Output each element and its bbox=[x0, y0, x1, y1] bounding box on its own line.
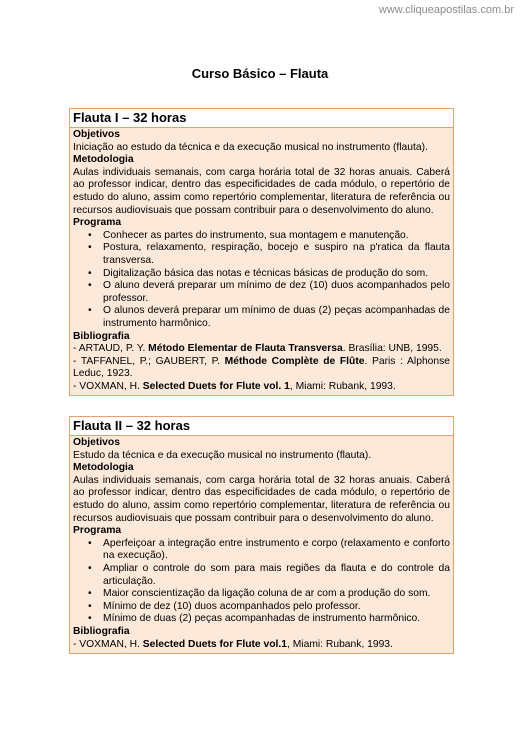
programa-item: • Ampliar o controle do som para mais regiões da flauta e do controle da articulação. bbox=[103, 563, 450, 588]
module-flauta-2 bbox=[69, 416, 454, 654]
programa-item: • O aluno deverá preparar um mínimo de dez (10) duos acompanhados pelo professor. bbox=[103, 280, 450, 305]
objetivos-label: Objetivos bbox=[73, 129, 120, 140]
watermark: www.cliqueapostilas.com.br bbox=[378, 4, 514, 16]
objetivos-label: Objetivos bbox=[73, 437, 120, 448]
programa-item: • Conhecer as partes do instrumento, sua montagem e manutenção. bbox=[103, 230, 450, 243]
programa-list bbox=[73, 538, 450, 626]
module-heading: Flauta I – 32 horas bbox=[70, 109, 453, 128]
page-title: Curso Básico – Flauta bbox=[191, 66, 329, 81]
programa-item: • O alunos deverá preparar um mínimo de duas (2) peças acompanhadas de instrumento harmônico. bbox=[103, 305, 450, 330]
bibliografia-label: Bibliografia bbox=[73, 625, 130, 637]
programa-item: • Maior conscientização da ligação coluna de ar com a produção do som. bbox=[103, 588, 450, 601]
programa-label: Programa bbox=[73, 217, 122, 229]
metodologia-label: Metodologia bbox=[73, 154, 134, 166]
programa-item: • Mínimo de dez (10) duos acompanhados pelo professor. bbox=[103, 601, 450, 614]
module-body bbox=[70, 128, 453, 395]
module-flauta-1 bbox=[69, 108, 454, 396]
module-heading: Flauta II – 32 horas bbox=[70, 417, 453, 436]
metodologia-label: Metodologia bbox=[73, 462, 134, 474]
programa-list bbox=[73, 230, 450, 331]
metodologia-text: Aulas individuais semanais, com carga horária total de 32 horas anuais. Caberá ao professor indicar, dentro das especificidades de cada módulo, o repertório de estudo do aluno, assim como repertório complementar, literatura de referência ou recursos audiovisuais que possam contribuir para o desenvolvimento do aluno. bbox=[73, 474, 450, 524]
programa-item: • Postura, relaxamento, respiração, bocejo e suspiro na p'ratica da flauta transversa. bbox=[103, 242, 450, 267]
programa-item: • Digitalização básica das notas e técnicas básicas de produção do som. bbox=[103, 268, 450, 281]
objetivos-text: Estudo da técnica e da execução musical no instrumento (flauta). bbox=[73, 449, 372, 461]
bibliografia-entry: - VOXMAN, H. Selected Duets for Flute vol.1, Miami: Rubank, 1993. bbox=[73, 638, 393, 650]
bibliografia-entry: - TAFFANEL, P.; GAUBERT, P. Méthode Complète de Flûte. Paris : Alphonse Leduc, 1923. bbox=[73, 355, 450, 380]
programa-item: • Aperfeiçoar a integração entre instrumento e corpo (relaxamento e conforto na execução). bbox=[103, 538, 450, 563]
module-body bbox=[70, 436, 453, 653]
bibliografia-label: Bibliografia bbox=[73, 330, 130, 342]
bibliografia-entry: - VOXMAN, H. Selected Duets for Flute vol. 1, Miami: Rubank, 1993. bbox=[73, 380, 396, 392]
objetivos-text: Iniciação ao estudo da técnica e da execução musical no instrumento (flauta). bbox=[73, 141, 428, 153]
metodologia-text: Aulas individuais semanais, com carga horária total de 32 horas anuais. Caberá ao professor indicar, dentro das especificidades de cada módulo, o repertório de estudo do aluno, assim como repertório complementar, literatura de referência ou recursos audiovisuais que possam contribuir para o desenvolvimento do aluno. bbox=[73, 166, 450, 216]
bibliografia-entry: - ARTAUD, P. Y. Método Elementar de Flauta Transversa. Brasília: UNB, 1995. bbox=[73, 343, 442, 355]
programa-item: • Mínimo de duas (2) peças acompanhadas de instrumento harmônico. bbox=[103, 613, 450, 626]
programa-label: Programa bbox=[73, 525, 122, 537]
